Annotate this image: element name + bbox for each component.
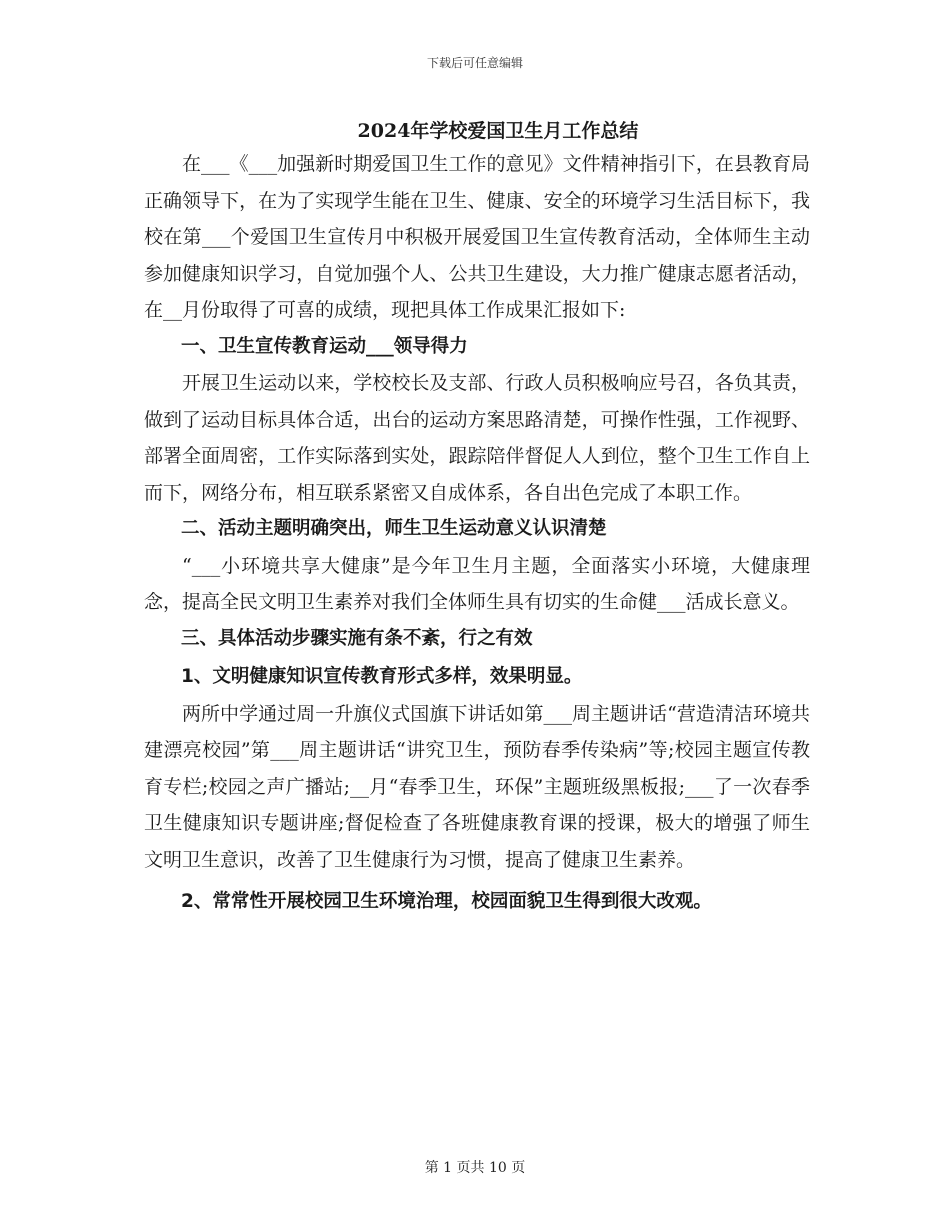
section-1-heading: 一、卫生宣传教育运动___领导得力 (181, 335, 468, 357)
section-1-paragraph: 开展卫生运动以来，学校校长及支部、行政人员积极响应号召，各负其责，做到了运动目标具体合适，出台的运动方案思路清楚，可操作性强，工作视野、部署全面周密，工作实际落到实处，跟踪陪伴督促人人到位，整个卫生工作自上而下，网络分布，相互联系紧密又自成体系，各自出色完成了本职工作。 (144, 372, 810, 504)
document-title: 2024年学校爱国卫生月工作总结 (357, 120, 639, 142)
section-3-heading: 三、具体活动步骤实施有条不紊，行之有效 (181, 627, 533, 649)
page-number: 第 1 页共 10 页 (424, 1160, 526, 1176)
section-2-heading: 二、活动主题明确突出，师生卫生运动意义认识清楚 (181, 518, 607, 539)
section-2-paragraph: “___小环境共享大健康”是今年卫生月主题，全面落实小环境，大健康理念，提高全民文明卫生素养对我们全体师生具有切实的生命健___活成长意义。 (144, 554, 810, 613)
intro-paragraph: 在___《___加强新时期爱国卫生工作的意见》文件精神指引下，在县教育局正确领导下，在为了实现学生能在卫生、健康、安全的环境学习生活目标下，我校在第___个爱国卫生宣传月中积极开展爱国卫生宣传教育活动，全体师生主动参加健康知识学习，自觉加强个人、公共卫生建设，大力推广健康志愿者活动，在__月份取得了可喜的成绩，现把具体工作成果汇报如下: (144, 153, 810, 321)
download-note: 下载后可任意编辑 (426, 56, 523, 70)
subsection-1-heading: 1、文明健康知识宣传教育形式多样，效果明显。 (181, 666, 583, 687)
subsection-2-heading: 2、常常性开展校园卫生环境治理，校园面貌卫生得到很大改观。 (181, 891, 712, 912)
subsection-1-paragraph: 两所中学通过周一升旗仪式国旗下讲话如第___周主题讲话“营造清洁环境共建漂亮校园”第___周主题讲话“讲究卫生，预防春季传染病”等;校园主题宣传教育专栏;校园之声广播站;__月“春季卫生，环保”主题班级黑板报;___了一次春季卫生健康知识专题讲座;督促检查了各班健康教育课的授课，极大的增强了师生文明卫生意识，改善了卫生健康行为习惯，提高了健康卫生素养。 (144, 702, 810, 871)
document-body (144, 146, 810, 921)
